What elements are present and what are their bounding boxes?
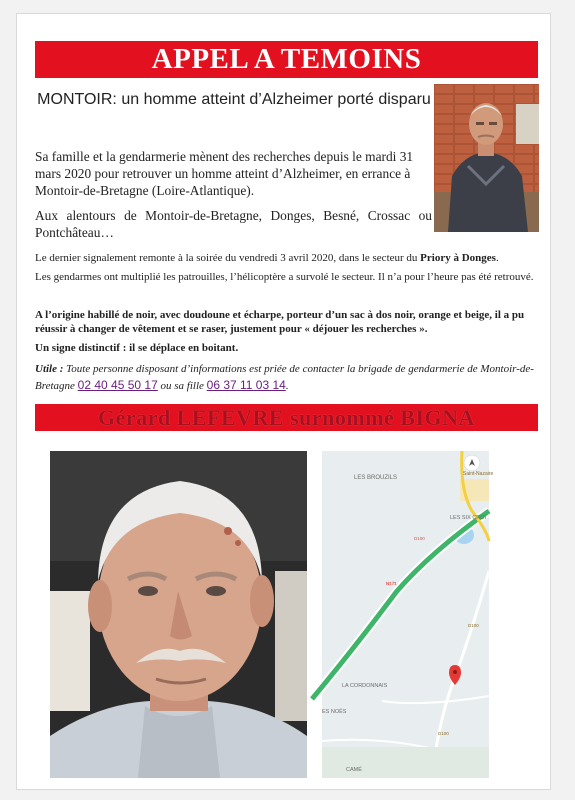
last-sighting-place: Priory à Donges [420,252,496,264]
intro-paragraph: Sa famille et la gendarmerie mènent des recherches depuis le mardi 31 mars 2020 pour retrouver un homme atteint d’Alzheimer, en errance à Montoir-de-Bretagne (Loire-Atlantique). [35,149,414,198]
map-road-n171: N171 [386,581,397,586]
last-sighting-paragraph [35,251,545,265]
distinctive-sign-paragraph: Un signe distinctif : il se déplace en boitant. [35,342,239,354]
clothing-description-paragraph: A l’origine habillé de noir, avec doudoune et écharpe, porteur d’un sac à dos noir, orange et beige, il a pu réussir à changer de vêtement et se raser, justement pour « déjouer les recherches ». [35,309,525,335]
search-area-paragraph: Aux alentours de Montoir-de-Bretagne, Donges, Besné, Crossac ou Pontchâteau… [35,208,432,240]
map-label-brouzils: LES BROUZILS [354,475,398,481]
contact-end: . [285,380,289,392]
portrait-photo-large [50,451,307,778]
map-label-cordonnais: LA CORDONNAIS [342,683,388,689]
last-sighting-end: . [495,252,499,264]
map-road-d100-c: D100 [438,731,449,736]
location-map[interactable] [322,451,494,778]
map-road-d100-a: D100 [414,536,425,541]
portrait-small-image [434,84,539,232]
map-label-six-croix: LES SIX CROI [450,515,487,521]
contact-text: Toute personne disposant d’informations est priée de contacter la brigade de gendarmerie de Montoir-de-Bretagne [35,363,534,392]
contact-middle-text: ou sa fille [157,380,207,392]
contact-paragraph [35,361,545,394]
gendarmerie-phone-link[interactable]: 02 40 45 50 17 [77,378,158,392]
contact-label: Utile : [35,363,64,375]
daughter-phone-link[interactable]: 06 37 11 03 14 [206,378,286,392]
headline: MONTOIR: un homme atteint d’Alzheimer porté disparu [37,91,431,108]
map-label-saint-nazaire: Saint-Nazaire [463,471,494,477]
map-label-noes: ES NOËS [322,709,347,715]
portrait-photo-small [434,84,539,232]
appeal-banner: APPEL A TEMOINS [35,41,538,78]
map-road-d100-b: D100 [468,623,479,628]
patrols-paragraph: Les gendarmes ont multiplié les patrouilles, l’hélicoptère a survolé le secteur. Il n’a pour l’heure pas été retrouvé. [35,271,534,283]
last-sighting-text: Le dernier signalement remonte à la soirée du vendredi 3 avril 2020, dans le secteur du [35,252,421,264]
map-image [322,451,494,778]
portrait-large-image [50,451,307,778]
poster-page [16,13,551,790]
map-label-came: CAMÉ [346,767,362,773]
name-banner: Gérard LEFEVRE surnommé BIGNA [35,404,538,431]
